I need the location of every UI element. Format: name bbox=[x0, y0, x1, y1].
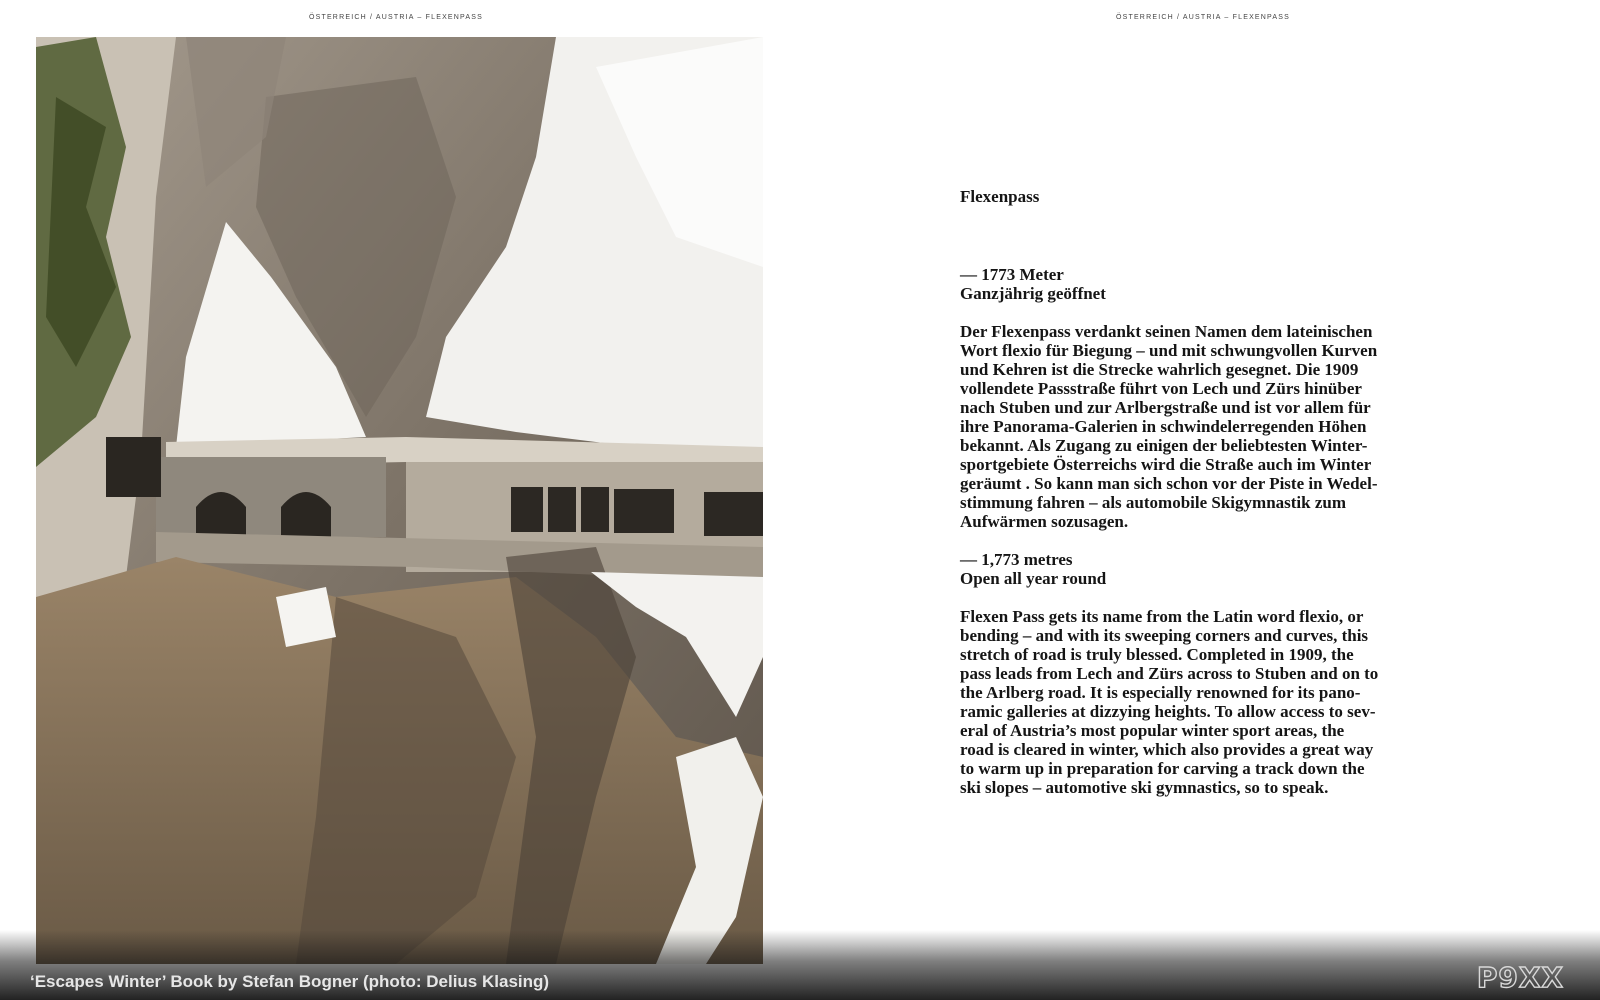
alpine-pass-photo-icon bbox=[36, 37, 763, 964]
alpine-pass-photo bbox=[36, 37, 763, 964]
german-meta: — 1773 Meter Ganzjährig geöffnet bbox=[960, 265, 1106, 303]
article-title: Flexenpass bbox=[960, 187, 1040, 206]
english-body: Flexen Pass gets its name from the Latin word flexio, or bending – and with its sweeping corners and curves, this stretch of road is truly blessed. Completed in 1909, the pass leads from Lech and Zürs across to Stuben and on to the Arlberg road. It is especially renowned for its pano- ramic galleries at dizzying heights. To allow access to sev- eral of Austria’s most popular winter sport areas, the road is cleared in winter, which also provides a great way to warm up in preparation for carving a track down the ski slopes – automotive ski gymnastics, so to speak. bbox=[960, 607, 1379, 797]
right-page bbox=[800, 0, 1600, 1000]
stone-gallery bbox=[156, 457, 386, 537]
german-body: Der Flexenpass verdankt seinen Namen dem lateinischen Wort flexio für Biegung – und mit schwungvollen Kurven und Kehren ist die Strecke wahrlich gesegnet. Die 1909 vollendete Passstraße führt von Lech und Zürs hinüber nach Stuben und zur Arlbergstraße und ist vor allem für ihre Panorama-Galerien in schwindelerregenden Höhen bekannt. Als Zugang zu einigen der beliebtesten Winter- sportgebiete Österreichs wird die Straße auch im Winter geräumt . So kann man sich schon vor der Piste in Wedel- stimmung fahren – als automobile Skigymnastik zum Aufwärmen sozusagen. bbox=[960, 322, 1378, 531]
brand-logo: P9XX bbox=[1476, 961, 1564, 994]
left-running-head: ÖSTERREICH / AUSTRIA – FLEXENPASS bbox=[308, 14, 484, 21]
article bbox=[960, 187, 1460, 816]
right-running-head: ÖSTERREICH / AUSTRIA – FLEXENPASS bbox=[1115, 14, 1291, 21]
photo-caption: ‘Escapes Winter’ Book by Stefan Bogner (photo: Delius Klasing) bbox=[30, 972, 550, 991]
english-meta: — 1,773 metres Open all year round bbox=[960, 550, 1107, 588]
caption-bar bbox=[0, 930, 1600, 1000]
